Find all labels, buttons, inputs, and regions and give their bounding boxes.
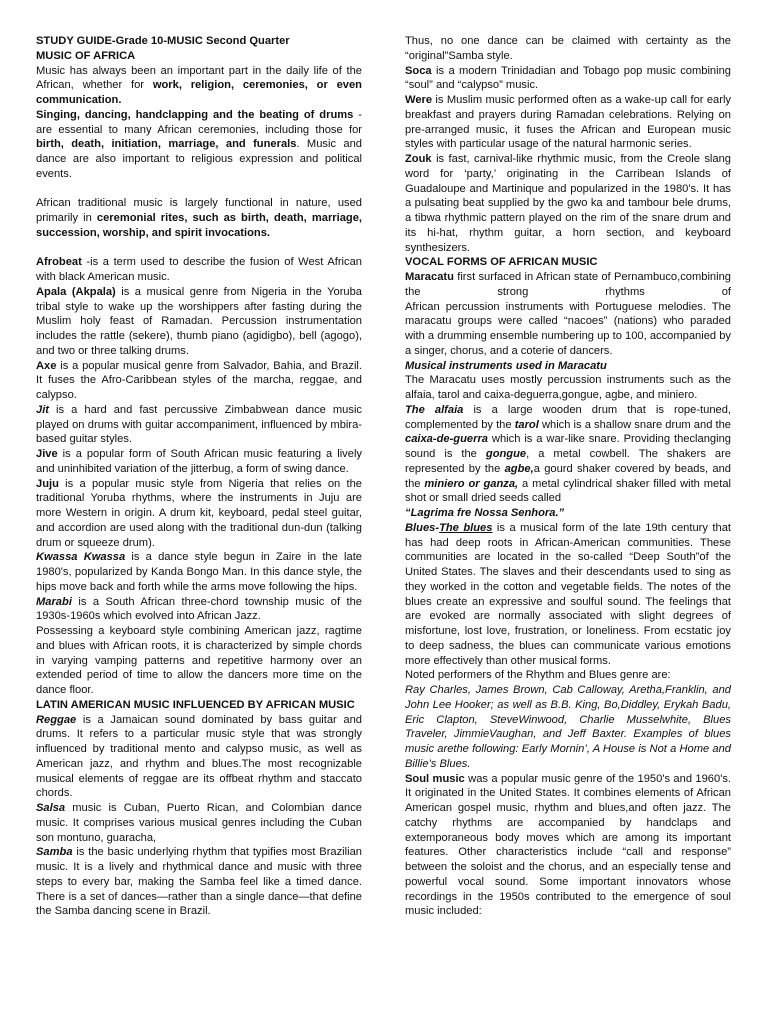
salsa-entry xyxy=(36,801,362,845)
maracatu-entry xyxy=(405,270,731,300)
instruments-paragraph: The Maracatu uses mostly percussion instruments such as the alfaia, tarol and caixa-deguerra,gongue, agbe, and miniero. xyxy=(405,374,731,401)
reggae-text: is a Jamaican sound dominated by bass guitar and drums. It refers to a particular music style that was strongly influenced by traditional mento and calypso music, as well as American jazz, and rhythm and blues.The most recognizable musical elements of reggae are its offbeat rhythm and staccato chords. xyxy=(36,713,362,800)
zouk-term: Zouk xyxy=(405,153,432,165)
jit-entry xyxy=(36,403,362,447)
reggae-term: Reggae xyxy=(36,713,77,726)
juju-text: is a popular music style from Nigeria that relies on the traditional Yoruba rhythms, where the instruments in Juju are more Western in origin. A drum kit, keyboard, pedal steel guitar, and accordion are used along with the traditional dun-dun (talking drum or squeeze drum). xyxy=(36,477,362,549)
jit-text: is a hard and fast percussive Zimbabwean dance music played on drums with guitar accompaniment, influenced by mbira-based guitar styles. xyxy=(36,403,362,446)
marabi-paragraph-2: Possessing a keyboard style combining American jazz, ragtime and blues with African roots, it is characterized by simple chords in varying vamping patterns and repetitive harmony over an extended period of time to allow the dancers more time on the dance floor. xyxy=(36,625,362,696)
marabi-text: is a South African three-chord township music of the 1930s-1960s which evolved into African Jazz. xyxy=(36,595,362,623)
ceremonies-bold: Singing, dancing, handclapping and the beating of drums xyxy=(36,108,354,121)
alfaia-text-e: a gourd shaker covered by beads, and the xyxy=(405,462,732,490)
caixa-term: caixa-de-guerra xyxy=(405,433,488,446)
blues-term: Blues- xyxy=(405,521,440,534)
kwassa-text: is a dance style begun in Zaire in the late 1980's, popularized by Kanda Bongo Man. In this dance style, the hips move back and forth while the arms move following the hips. xyxy=(36,551,362,593)
salsa-term: Salsa xyxy=(36,802,66,814)
blues-term-underlined: The blues xyxy=(439,521,493,534)
intro-bold: work, religion, ceremonies, or even communication. xyxy=(36,79,362,106)
axe-term: Axe xyxy=(36,359,57,372)
zouk-text: is fast, carnival-like rhythmic music, from the Creole slang word for ‘party,’ originating in the Carribean Islands of Guadaloupe and Martinique and popularized in the 1980's. It has a pulsating beat supplied by the gwo ka and tambour bele drums, a tibwa rhythmic pattern played on the rim of the snare drum and its hi-hat, rhythm guitar, a horn section, and keyboard synthesizers. xyxy=(405,153,731,254)
afrobeat-text: -is a term used to describe the fusion of West African with black American music. xyxy=(36,256,362,283)
were-text: is Muslim music performed often as a wake-up call for early breakfast and prayers during Ramadan celebrations. Relying on pre-arranged music, it fuses the African and European music styles with particular usage of the natural harmonic series. xyxy=(405,94,731,151)
intro-text: Music has always been an important part in the daily life of the African, whether for xyxy=(36,64,362,92)
functional-bold: ceremonial rites, such as birth, death, marriage, succession, worship, and spirit invocations. xyxy=(36,212,362,239)
soul-entry xyxy=(405,772,731,920)
functional-text: African traditional music is largely functional in nature, used primarily in xyxy=(36,197,362,224)
miniero-term: miniero or ganza, xyxy=(424,477,519,490)
ceremonies-text: - are essential to many African ceremonies, including those for xyxy=(36,108,362,136)
gongue-term: gongue xyxy=(485,448,527,460)
intro-paragraph xyxy=(36,64,362,108)
salsa-text: music is Cuban, Puerto Rican, and Colombian dance music. It comprises various musical genres including the Cuban son montuno, guaracha, xyxy=(36,802,362,844)
ceremonies-bold-2: birth, death, initiation, marriage, and funerals xyxy=(36,138,297,151)
maracatu-term: Maracatu xyxy=(405,271,454,283)
section-heading-latin-american: LATIN AMERICAN MUSIC INFLUENCED BY AFRICAN MUSIC xyxy=(36,698,355,711)
tarol-term: tarol xyxy=(514,418,539,431)
maracatu-paragraph-2: African percussion instruments with Portuguese melodies. The maracatu groups were called “nacoes” (nations) who paraded with a drumming ensemble numbering up to 100, accompanied by a singer, chorus, and a coterie of dancers. xyxy=(405,300,731,357)
noted-performers-line: Noted performers of the Rhythm and Blues genre are: xyxy=(405,669,671,682)
alfaia-term: The alfaia xyxy=(405,403,464,416)
afrobeat-entry xyxy=(36,255,362,285)
were-term: Were xyxy=(405,94,433,106)
apala-entry xyxy=(36,285,362,359)
left-column xyxy=(36,34,362,919)
kwassa-entry xyxy=(36,550,362,594)
samba-term: Samba xyxy=(36,846,73,859)
maracatu-text: first surfaced in African state of Pernambuco,combining the strong rhythms of xyxy=(405,271,731,298)
apala-text: is a musical genre from Nigeria in the Yoruba tribal style to wake up the worshippers after fasting during the Muslim holy feast of Ramadan. Percussion instrumentation includes the rattle (sekere), thumb piano (agidigbo), bell (agogo), and two or three talking drums. xyxy=(36,285,362,357)
were-entry xyxy=(405,93,731,152)
juju-term: Juju xyxy=(36,477,59,490)
afrobeat-term: Afrobeat xyxy=(36,256,82,269)
alfaia-text-d: , a metal cowbell. The shakers are represented by the xyxy=(405,448,731,475)
section-heading-maracatu-instruments: Musical instruments used in Maracatu xyxy=(405,359,607,372)
kwassa-term: Kwassa Kwassa xyxy=(36,551,126,564)
jive-term: Jive xyxy=(36,448,58,460)
juju-entry xyxy=(36,477,362,551)
soca-term: Soca xyxy=(405,64,432,77)
jit-term: Jit xyxy=(36,403,50,416)
reggae-entry xyxy=(36,713,362,802)
document-title: STUDY GUIDE-Grade 10-MUSIC Second Quarter xyxy=(36,35,290,47)
jive-text: is a popular form of South African music featuring a lively and uninhibited variation of the jitterbug, a form of swing dance. xyxy=(36,448,362,475)
section-heading-vocal-forms: VOCAL FORMS OF AFRICAN MUSIC xyxy=(405,256,598,269)
ceremonies-text-2: . Music and dance are also important to religious expression and political events. xyxy=(36,138,362,180)
blues-text: is a musical form of the late 19th century that has had deep roots in African-American communities. These communities are located in the so-called “Deep South”of the United States. The slaves and their descendants used to sing as they worked in the cotton and vegetable fields. The notes of the blues create an expressive and soulful sound. The feelings that are evoked are normally associated with slight degrees of misfortune, lost love, frustration, or loneliness. From ecstatic joy to deep sadness, the blues can communicate various emotions more effectively than other musical forms. xyxy=(405,521,732,667)
samba-text: is the basic underlying rhythm that typifies most Brazilian music. It is a lively and rhythmical dance and music with three steps to every bar, making the Samba feel like a timed dance. There is a set of dances—rather than a single dance—that define the Samba dancing scene in Brazil. xyxy=(36,846,362,918)
soca-text: is a modern Trinidadian and Tobago pop music combining “soul” and “calypso” music. xyxy=(405,64,731,92)
section-heading-music-of-africa: MUSIC OF AFRICA xyxy=(36,49,136,62)
soul-term: Soul music xyxy=(405,772,465,785)
agbe-term: agbe, xyxy=(504,462,534,475)
blues-entry xyxy=(405,521,731,669)
right-column xyxy=(405,34,731,919)
performers-list: Ray Charles, James Brown, Cab Calloway, Aretha,Franklin, and John Lee Hooker; as well as B.B. King, Bo,Diddley, Erykah Badu, Eric Clapton, SteveWinwood, Charlie Musselwhite, Blues Traveler, JimmieVaughan, and Jeff Baxter. Examples of blues music arethe following: Early Mornin’, A House is Not a Home and Billie’s Blues. xyxy=(405,684,731,770)
axe-text: is a popular musical genre from Salvador, Bahia, and Brazil. It fuses the Afro-Caribbean styles of the marcha, reggae, and calypso. xyxy=(36,359,362,401)
apala-term: Apala (Akpala) xyxy=(36,285,116,298)
marabi-entry xyxy=(36,595,362,625)
alfaia-text-a: is a large wooden drum that is rope-tuned, complemented by the xyxy=(405,403,732,431)
alfaia-text-b: which is a shallow snare drum and the xyxy=(538,418,731,431)
soul-text: was a popular music genre of the 1950's and 1960's. It originated in the United States. It combines elements of African American gospel music, rhythm and blues,and often jazz. The catchy rhythms are accompanied by handclaps and extemporaneous body moves which are among its important features. Other characteristics include “call and response” between the soloist and the chorus, and an especially tense and powerful vocal sound. Some important innovators whose recordings in the 1950s contributed to the emergence of soul music included: xyxy=(405,772,731,918)
alfaia-text-c: which is a war-like snare. Providing theclanging sound is the xyxy=(405,433,731,460)
lagrima-title: “Lagrima fre Nossa Senhora.” xyxy=(405,507,565,519)
zouk-entry xyxy=(405,152,731,255)
ceremonies-paragraph xyxy=(36,108,362,182)
alfaia-text-f: a metal cylindrical shaker filled with metal shot or small dried seeds called xyxy=(405,477,731,505)
samba-entry xyxy=(36,845,362,919)
alfaia-entry xyxy=(405,403,731,506)
soca-entry xyxy=(405,64,731,94)
functional-paragraph xyxy=(36,196,362,240)
jive-entry xyxy=(36,447,362,477)
samba-continuation: Thus, no one dance can be claimed with certainty as the “original”Samba style. xyxy=(405,35,731,62)
marabi-term: Marabi xyxy=(36,595,72,608)
axe-entry xyxy=(36,359,362,403)
